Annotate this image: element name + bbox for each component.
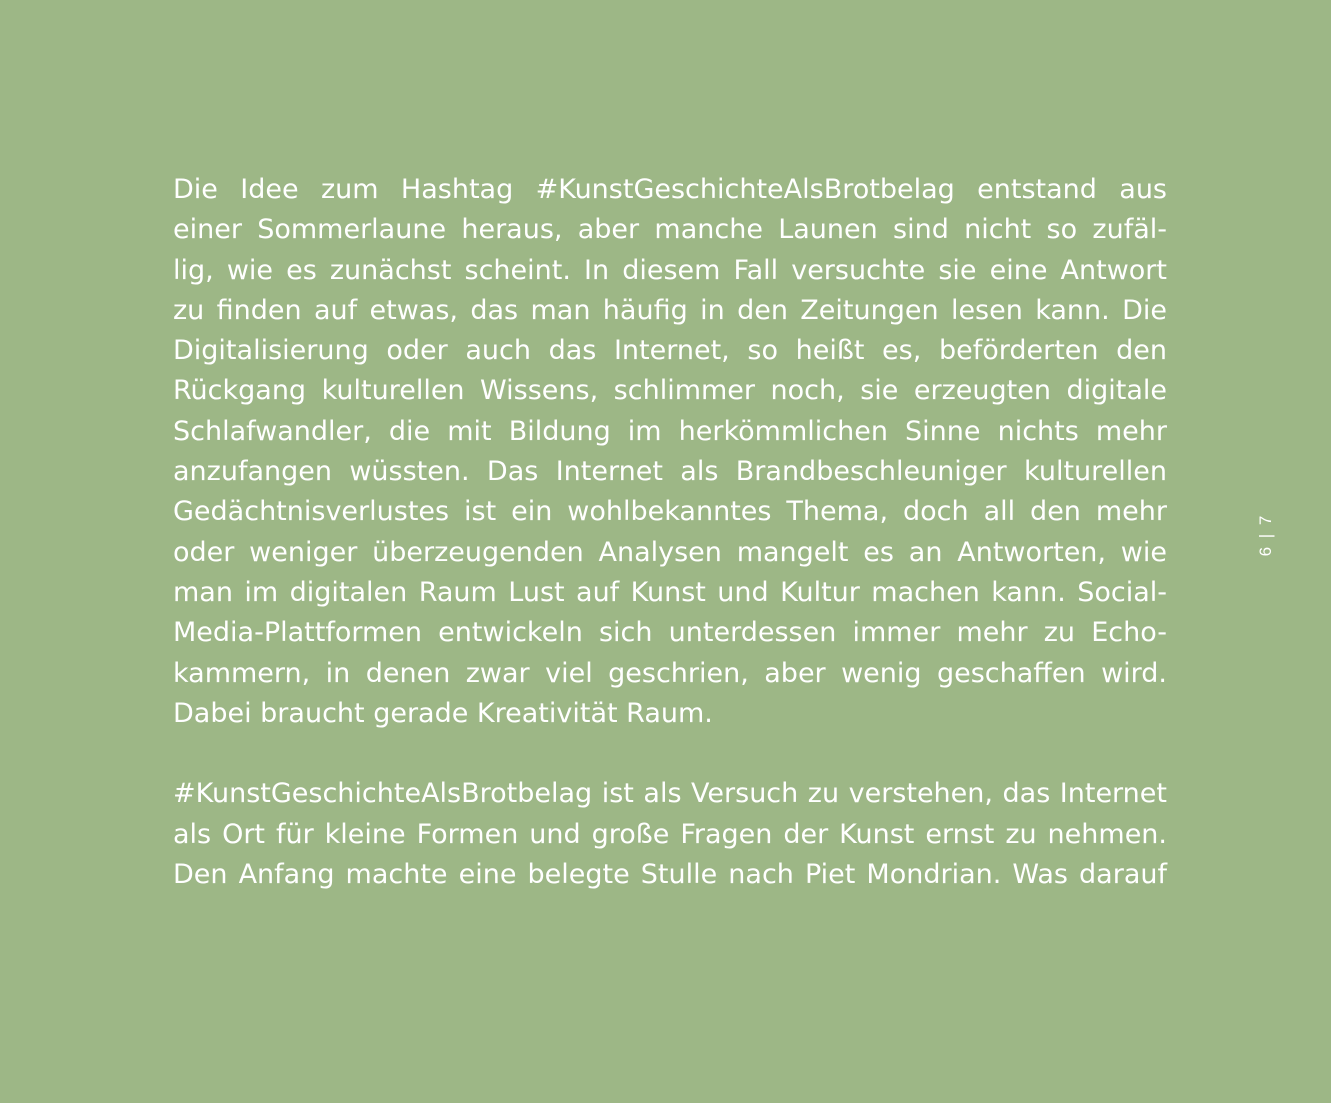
text-line: Den Anfang machte eine belegte Stulle nach Piet Mondrian. Was darauf [173,859,1167,891]
text-line: Digitalisierung oder auch das Internet, so heißt es, beförderten den [173,335,1167,367]
text-line: zu finden auf etwas, das man häufig in den Zeitungen lesen kann. Die [173,294,1167,326]
text-line: kammern, in denen zwar viel geschrien, aber wenig geschaffen wird. [173,657,1167,689]
text-line: man im digitalen Raum Lust auf Kunst und Kultur machen kann. Social- [173,576,1167,608]
text-line: Die Idee zum Hashtag #KunstGeschichteAlsBrotbelag entstand aus [173,174,1167,205]
paragraph-2 [173,774,1167,895]
body-text [173,170,1167,895]
text-line: lig, wie es zunächst scheint. In diesem Fall versuchte sie eine Antwort [173,254,1167,286]
text-line: Schlafwandler, die mit Bildung im herkömmlichen Sinne nichts mehr [173,415,1167,447]
page-number: 6 | 7 [1256,513,1275,557]
text-line: oder weniger überzeugenden Analysen mangelt es an Antworten, wie [173,536,1167,568]
text-line: einer Sommerlaune heraus, aber manche Launen sind nicht so zufäl- [173,214,1167,246]
paragraph-gap [173,734,1167,774]
text-line: #KunstGeschichteAlsBrotbelag ist als Versuch zu verstehen, das Internet [173,778,1167,810]
text-line: Media-Plattformen entwickeln sich unterdessen immer mehr zu Echo- [173,617,1167,649]
text-line: Dabei braucht gerade Kreativität Raum. [173,697,713,729]
text-line: Gedächtnisverlustes ist ein wohlbekanntes Thema, doch all den mehr [173,496,1167,528]
text-line: als Ort für kleine Formen und große Fragen der Kunst ernst zu nehmen. [173,818,1167,850]
text-line: Rückgang kulturellen Wissens, schlimmer noch, sie erzeugten digitale [173,375,1167,407]
text-line: anzufangen wüssten. Das Internet als Brandbeschleuniger kulturellen [173,456,1167,488]
paragraph-1 [173,170,1167,734]
